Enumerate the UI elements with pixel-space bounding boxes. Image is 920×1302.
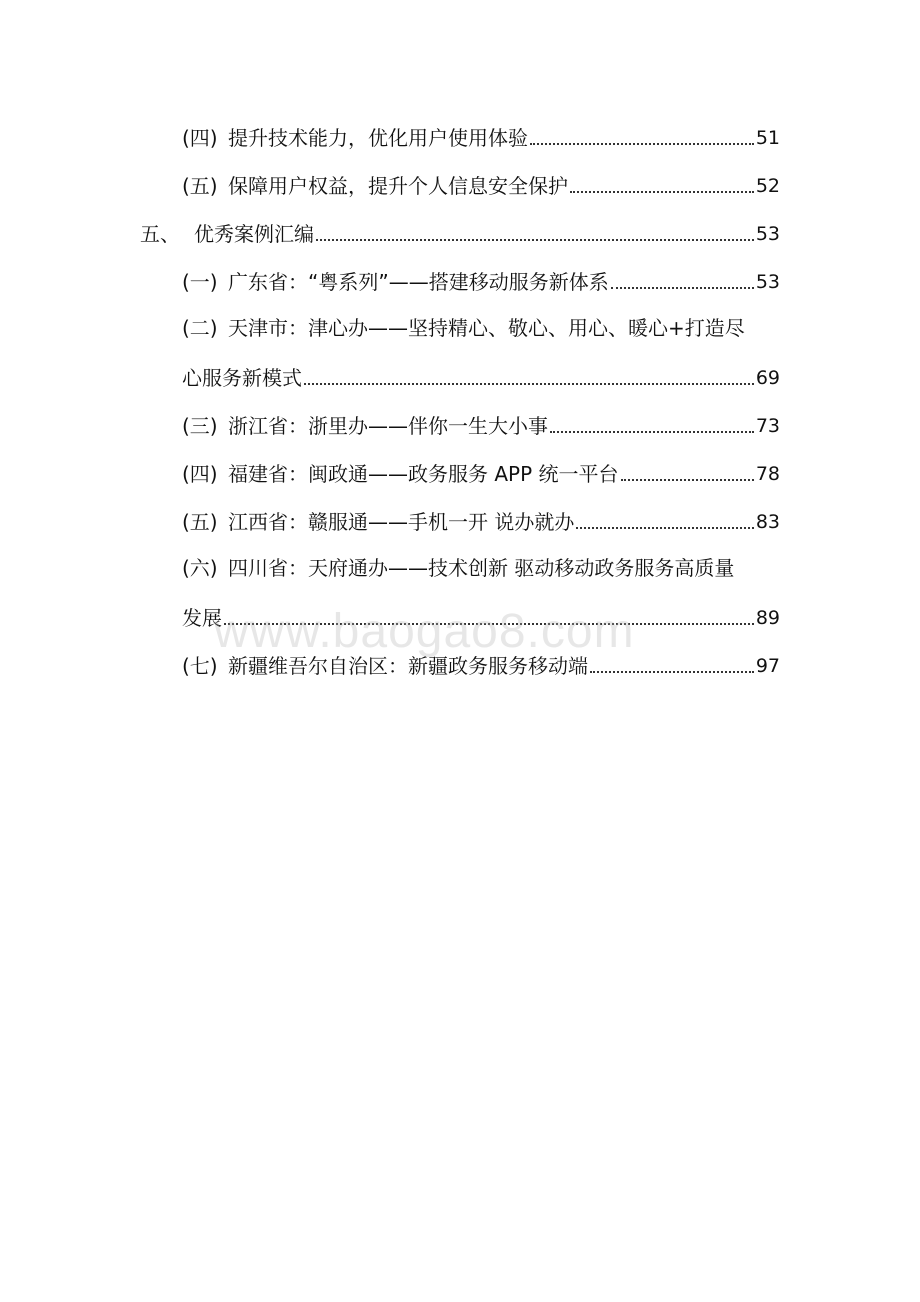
toc-leader-dots bbox=[224, 623, 754, 625]
toc-entry-page: 69 bbox=[755, 367, 780, 389]
toc-entry-title-continued: 心服务新模式 bbox=[182, 366, 302, 390]
toc-entry-page: 73 bbox=[755, 415, 780, 437]
toc-entry-title: 广东省：“粤系列”——搭建移动服务新体系 bbox=[228, 270, 609, 294]
toc-entry-title: 江西省：赣服通——手机一开 说办就办 bbox=[228, 510, 575, 534]
toc-entry-page: 83 bbox=[755, 511, 780, 533]
toc-entry-continuation[interactable] bbox=[182, 602, 780, 632]
toc-entry-number: (一) bbox=[182, 270, 218, 294]
toc-entry-number: 五、 bbox=[140, 222, 180, 246]
toc-entry-title: 优秀案例汇编 bbox=[194, 222, 314, 246]
toc-entry-number: (四) bbox=[182, 126, 218, 150]
toc-entry-page: 53 bbox=[755, 271, 780, 293]
toc-entry-number: (五) bbox=[182, 174, 218, 198]
toc-entry-title: 保障用户权益，提升个人信息安全保护 bbox=[228, 174, 568, 198]
toc-leader-dots bbox=[590, 671, 754, 673]
toc-entry[interactable] bbox=[182, 266, 780, 296]
toc-entry-number: (五) bbox=[182, 510, 218, 534]
toc-entry[interactable] bbox=[182, 170, 780, 200]
toc-leader-dots bbox=[550, 431, 754, 433]
toc-leader-dots bbox=[570, 191, 754, 193]
toc-entry-continuation[interactable] bbox=[182, 362, 780, 392]
toc-entry-title: 提升技术能力，优化用户使用体验 bbox=[228, 126, 528, 150]
watermark: www.baogao8.com bbox=[214, 605, 635, 658]
toc-entry-number: (六) bbox=[182, 556, 218, 580]
toc-leader-dots bbox=[304, 383, 754, 385]
toc-entry-page: 53 bbox=[755, 223, 780, 245]
toc-entry[interactable] bbox=[182, 122, 780, 152]
toc-entry-number: (二) bbox=[182, 316, 218, 340]
toc-entry-number: (四) bbox=[182, 462, 218, 486]
toc-entry-number: (三) bbox=[182, 414, 218, 438]
toc-entry-title: 天津市：津心办——坚持精心、敬心、用心、暖心+打造尽 bbox=[228, 316, 745, 340]
toc-leader-dots bbox=[576, 527, 753, 529]
toc-entry-title: 福建省：闽政通——政务服务 APP 统一平台 bbox=[228, 462, 619, 486]
toc-entry[interactable] bbox=[182, 650, 780, 680]
toc-leader-dots bbox=[530, 143, 754, 145]
toc-leader-dots bbox=[611, 287, 754, 289]
toc-entry-title: 浙江省：浙里办——伴你一生大小事 bbox=[228, 414, 548, 438]
toc-entry-page: 51 bbox=[755, 127, 780, 149]
toc-entry-chapter[interactable] bbox=[140, 218, 780, 248]
toc-entry-multiline[interactable] bbox=[182, 554, 734, 584]
toc-entry-multiline[interactable] bbox=[182, 314, 745, 344]
toc-entry[interactable] bbox=[182, 506, 780, 536]
toc-entry[interactable] bbox=[182, 410, 780, 440]
toc-entry-title: 新疆维吾尔自治区：新疆政务服务移动端 bbox=[228, 654, 588, 678]
toc-entry-page: 78 bbox=[755, 463, 780, 485]
toc-entry[interactable] bbox=[182, 458, 780, 488]
toc-entry-number: (七) bbox=[182, 654, 218, 678]
toc-entry-page: 89 bbox=[755, 607, 780, 629]
toc-entry-title: 四川省：天府通办——技术创新 驱动移动政务服务高质量 bbox=[228, 556, 735, 580]
toc-leader-dots bbox=[621, 479, 754, 481]
toc-leader-dots bbox=[316, 239, 754, 241]
toc-entry-title-continued: 发展 bbox=[182, 606, 222, 630]
toc-entry-page: 52 bbox=[755, 175, 780, 197]
toc-entry-page: 97 bbox=[755, 655, 780, 677]
